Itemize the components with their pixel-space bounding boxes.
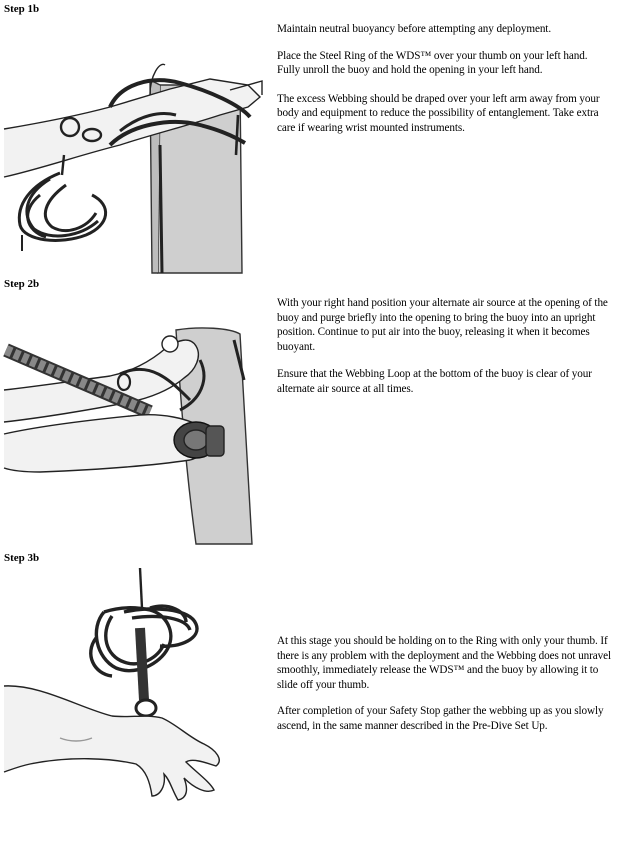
step-1b-illustration	[0, 45, 272, 275]
step-3b-paragraph-2: After completion of your Safety Stop gather the webbing up as you slowly ascend, in the same manner described in the Pre-Dive Set Up.	[277, 705, 604, 732]
step-2b-paragraph-1: With your right hand position your alternate air source at the opening of the buoy and purge briefly into the opening to bring the buoy into an upright position. Continue to put air into the buoy, releasing it when it becomes buoyant.	[277, 297, 608, 353]
step-3b-text	[277, 634, 611, 746]
step-2b-illustration	[0, 300, 272, 546]
step-1b-text	[277, 22, 611, 148]
step-3b-label: Step 3b	[4, 552, 40, 564]
step-1b-paragraph-1: Maintain neutral buoyancy before attempting any deployment.	[277, 23, 552, 35]
step-3b-illustration	[0, 568, 272, 808]
step-2b-text	[277, 296, 611, 409]
step-2b-label: Step 2b	[4, 278, 40, 290]
step-1b-paragraph-3: The excess Webbing should be draped over your left arm away from your body and equipment to reduce the possibility of entanglement. Take extra care if wearing wrist mounted instruments.	[277, 92, 600, 134]
step-3b-paragraph-1: At this stage you should be holding on to the Ring with only your thumb. If there is any problem with the deployment and the Webbing does not unravel smoothly, immediately release the WDS™ and the buoy by allowing it to slide off your thumb.	[277, 635, 611, 691]
step-1b-label: Step 1b	[4, 3, 40, 15]
step-1b-paragraph-2: Place the Steel Ring of the WDS™ over your thumb on your left hand. Fully unroll the buoy and hold the opening in your left hand.	[277, 49, 588, 77]
step-2b-paragraph-2: Ensure that the Webbing Loop at the bottom of the buoy is clear of your alternate air source at all times.	[277, 368, 592, 395]
